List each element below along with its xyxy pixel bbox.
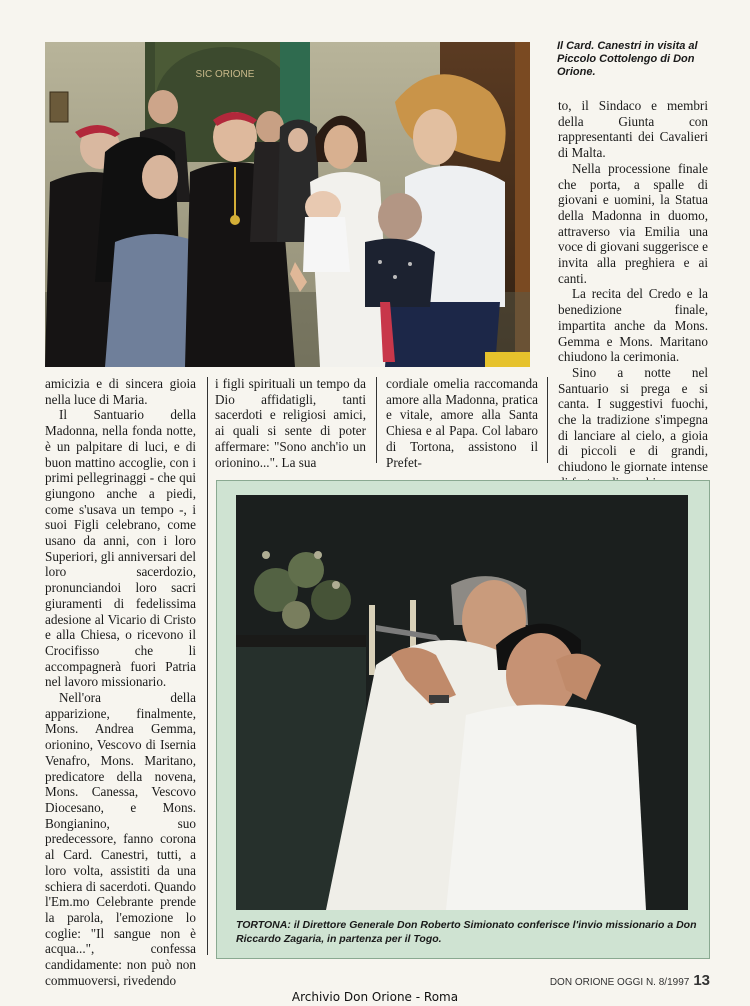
caption-text: il Direttore Generale Don Roberto Simionato conferisce l'invio missionario a Don Riccardo Zagaria, in partenza per il Togo. <box>236 919 697 946</box>
arch-sign: SIC ORIONE <box>195 69 255 80</box>
text-column-3 <box>386 376 538 470</box>
text-column-2 <box>215 376 366 470</box>
page-number: 13 <box>693 972 710 989</box>
paragraph: amicizia e di sincera gioia nella luce di Maria. <box>45 376 196 407</box>
archive-stamp: Archivio Don Orione - Roma <box>291 990 459 1004</box>
paragraph: to, il Sindaco e membri della Giunta con rappresentanti dei Cavalieri di Malta. <box>558 98 708 161</box>
paragraph: Sino a notte nel Santuario si prega e si canta. I suggestivi fuochi, che la tradizione s'impegna di lanciare al cielo, a gioia di piccoli e di grandi, chiudono le giornate intense <box>558 364 708 475</box>
paragraph: Nella processione finale che porta, a spalle di giovani e uomini, la Statua della Madonna in duomo, attraverso via Emilia una voce di giovani suggerisce e invita alla preghiera e ai canti. <box>558 160 708 286</box>
column-rule-2 <box>376 377 377 463</box>
column-rule-1 <box>207 377 208 955</box>
photo-bottom <box>236 495 688 910</box>
paragraph: i figli spirituali un tempo da Dio affidatigli, tanti sacerdoti e religiosi amici, ai quali si sente di poter affermare: "Sono anch'io un orionino...". La sua <box>215 376 366 470</box>
caption-location: TORTONA: <box>236 919 291 931</box>
page-footer <box>550 972 710 989</box>
photo-bottom-image <box>236 495 688 910</box>
text-column-1 <box>45 376 196 988</box>
text-column-4 <box>558 98 708 491</box>
photo-top-image <box>45 42 530 367</box>
photo-top <box>45 42 530 367</box>
magazine-issue: DON ORIONE OGGI N. 8/1997 <box>549 977 690 988</box>
bottom-photo-caption <box>236 918 698 946</box>
paragraph: Nell'ora della apparizione, finalmente, Mons. Andrea Gemma, orionino, Vescovo di Isernia Venafro, Mons. Maritano, predicatore della novena, Mons. Canessa, Vescovo Diocesano, e Mons. Bongianino, suo predecessore, fanno corona al Card. Canestri, tutti, a loro volta, assistiti da una schiera di sacerdoti. Quando l'Em.mo Celebrante prende la parola, l'emozione lo coglie: "Il sangue non è acqua...", confessa candidamente: non può non commuoversi, rivedendo <box>45 690 196 988</box>
paragraph: Il Santuario della Madonna, nella fonda notte, è un palpitare di luci, e di buon mattino accoglie, con i primi pellegrinaggi - che qui giungono anche a piedi, come s'usava un tempo -, i suoi Figli celebrano, come usano da anni, con i loro Superiori, gli anniversari del loro sacerdozio, pronunciandoi loro sacri giuramenti di fedelissima adesione al Vicario di Cristo e alla Chiesa, o ricevono il Crocifisso che li accompagnerà fuori Patria nel lavoro missionario. <box>45 407 196 690</box>
paragraph: La recita del Credo e la benedizione finale, impartita anche da Mons. Gemma e Mons. Maritano chiudono la cerimonia. <box>558 286 708 365</box>
top-photo-caption: Il Card. Canestri in visita al Piccolo Cottolengo di Don Orione. <box>557 40 698 79</box>
paragraph: cordiale omelia raccomanda amore alla Madonna, pratica e vitale, amore alla Santa Chiesa e al Papa. Col labaro di Tortona, assistono il Prefet- <box>386 376 538 470</box>
column-rule-3 <box>547 377 548 463</box>
